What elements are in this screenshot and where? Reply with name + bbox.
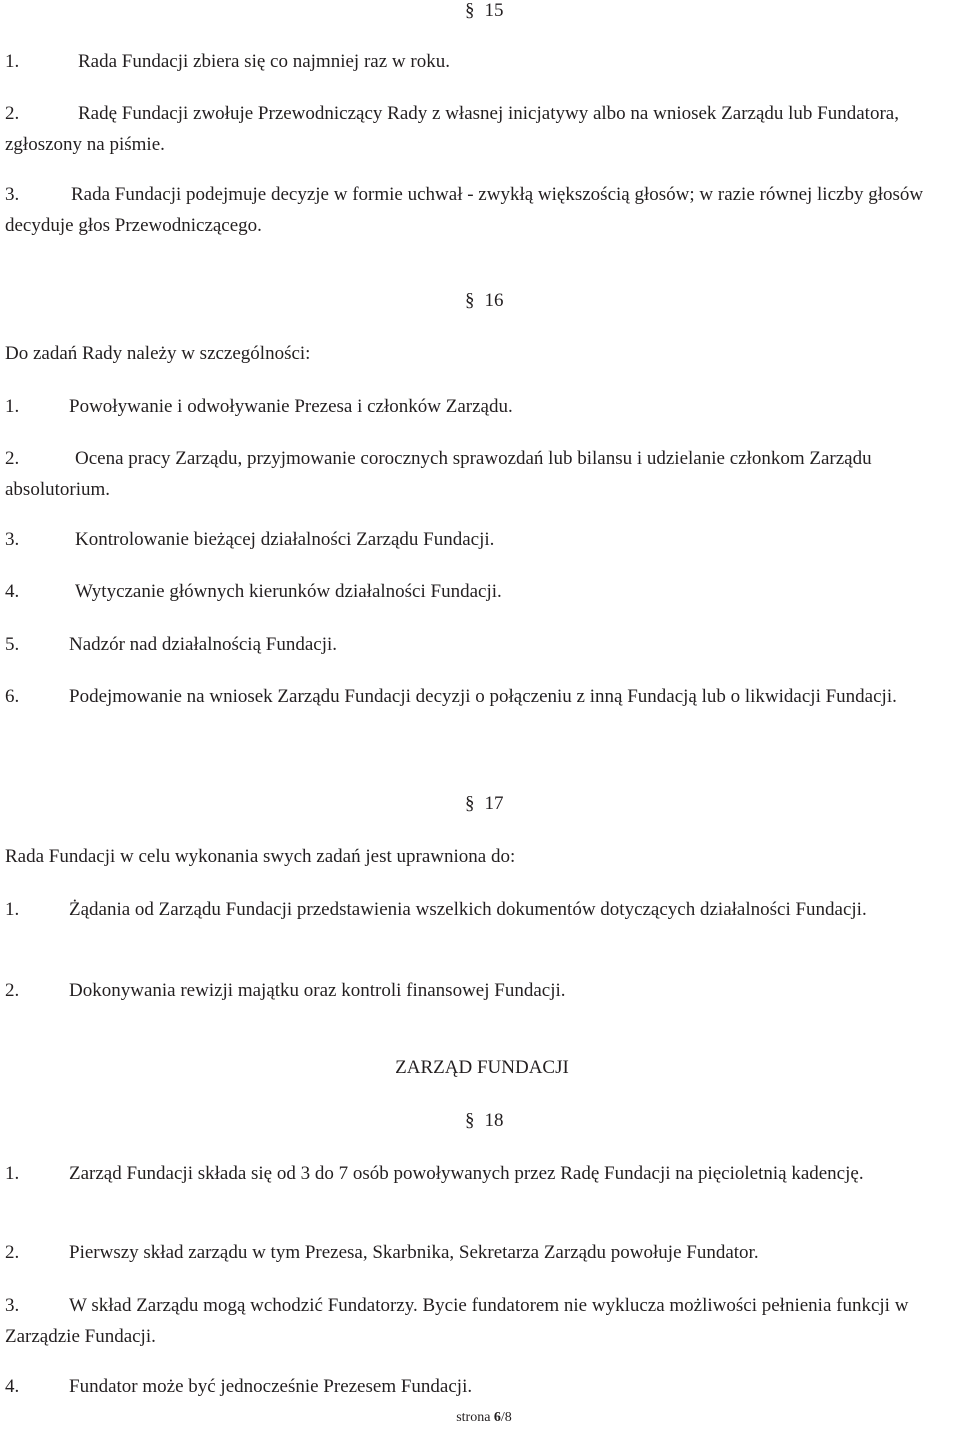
section-heading-16 [465, 290, 504, 312]
list-item [5, 894, 955, 925]
chapter-title: ZARZĄD FUNDACJI [395, 1057, 569, 1078]
section-symbol: § [465, 290, 475, 311]
section-symbol: § [465, 0, 475, 21]
footer-current-page: 6 [493, 1410, 501, 1425]
page-footer [0, 1410, 960, 1426]
item-text: Fundator może być jednocześnie Prezesem Fundacji. [69, 1376, 473, 1397]
item-number: 2. [5, 980, 20, 1001]
section-intro: Rada Fundacji w celu wykonania swych zadań jest uprawniona do: [5, 846, 516, 867]
item-number: 4. [5, 581, 20, 602]
list-item [5, 1158, 955, 1189]
section-heading-15 [465, 0, 504, 22]
item-text: Rada Fundacji podejmuje decyzje w formie uchwał - zwykłą większością głosów; w razie równej liczby głosów decyduje głos Przewodniczącego. [5, 184, 924, 236]
item-number: 1. [5, 1163, 20, 1184]
item-number: 2. [5, 1242, 20, 1263]
item-text: Wytyczanie głównych kierunków działalności Fundacji. [75, 581, 502, 602]
section-heading-18 [465, 1110, 504, 1132]
item-text: Powoływanie i odwoływanie Prezesa i członków Zarządu. [69, 396, 513, 417]
item-number: 3. [5, 1295, 20, 1316]
section-number: 16 [484, 290, 504, 311]
item-text: Zarząd Fundacji składa się od 3 do 7 osób powoływanych przez Radę Fundacji na pięcioletnią kadencję. [69, 1163, 864, 1184]
item-text: Rada Fundacji zbiera się co najmniej raz w roku. [78, 51, 450, 72]
list-item [5, 391, 955, 422]
list-item [5, 46, 955, 77]
footer-total-pages: 8 [504, 1410, 512, 1425]
footer-label: strona [456, 1410, 491, 1425]
item-text: W skład Zarządu mogą wchodzić Fundatorzy. Bycie fundatorem nie wyklucza możliwości pełnienia funkcji w Zarządzie Fundacji. [5, 1295, 909, 1347]
section-number: 18 [484, 1110, 504, 1131]
item-text: Kontrolowanie bieżącej działalności Zarządu Fundacji. [75, 529, 495, 550]
list-item [5, 1371, 955, 1402]
list-item [5, 524, 955, 555]
list-item [5, 576, 955, 607]
item-text: Podejmowanie na wniosek Zarządu Fundacji decyzji o połączeniu z inną Fundacją lub o likwidacji Fundacji. [69, 686, 897, 707]
item-number: 2. [5, 103, 20, 124]
item-number: 1. [5, 51, 20, 72]
list-item [5, 1237, 955, 1268]
section-number: 15 [484, 0, 504, 21]
footer-separator: / [500, 1410, 505, 1425]
section-symbol: § [465, 1110, 475, 1131]
section-heading-17 [465, 793, 504, 815]
list-item [5, 179, 955, 241]
item-number: 1. [5, 396, 20, 417]
item-text: Żądania od Zarządu Fundacji przedstawienia wszelkich dokumentów dotyczących działalności Fundacji. [69, 899, 867, 920]
list-item [5, 98, 955, 160]
item-number: 2. [5, 448, 20, 469]
section-intro: Do zadań Rady należy w szczególności: [5, 343, 311, 364]
list-item [5, 681, 955, 712]
list-item [5, 629, 955, 660]
item-text: Dokonywania rewizji majątku oraz kontroli finansowej Fundacji. [69, 980, 566, 1001]
item-text: Pierwszy skład zarządu w tym Prezesa, Skarbnika, Sekretarza Zarządu powołuje Fundator. [69, 1242, 759, 1263]
item-number: 4. [5, 1376, 20, 1397]
list-item [5, 1290, 955, 1352]
item-number: 6. [5, 686, 20, 707]
section-number: 17 [484, 793, 504, 814]
item-text: Nadzór nad działalnością Fundacji. [69, 634, 338, 655]
item-text: Radę Fundacji zwołuje Przewodniczący Rady z własnej inicjatywy albo na wniosek Zarządu lub Fundatora, zgłoszony na piśmie. [5, 103, 899, 155]
list-item [5, 975, 955, 1006]
section-symbol: § [465, 793, 475, 814]
item-number: 1. [5, 899, 20, 920]
item-number: 3. [5, 529, 20, 550]
item-text: Ocena pracy Zarządu, przyjmowanie corocznych sprawozdań lub bilansu i udzielanie członkom Zarządu absolutorium. [5, 448, 872, 500]
item-number: 5. [5, 634, 20, 655]
list-item [5, 443, 955, 505]
item-number: 3. [5, 184, 20, 205]
